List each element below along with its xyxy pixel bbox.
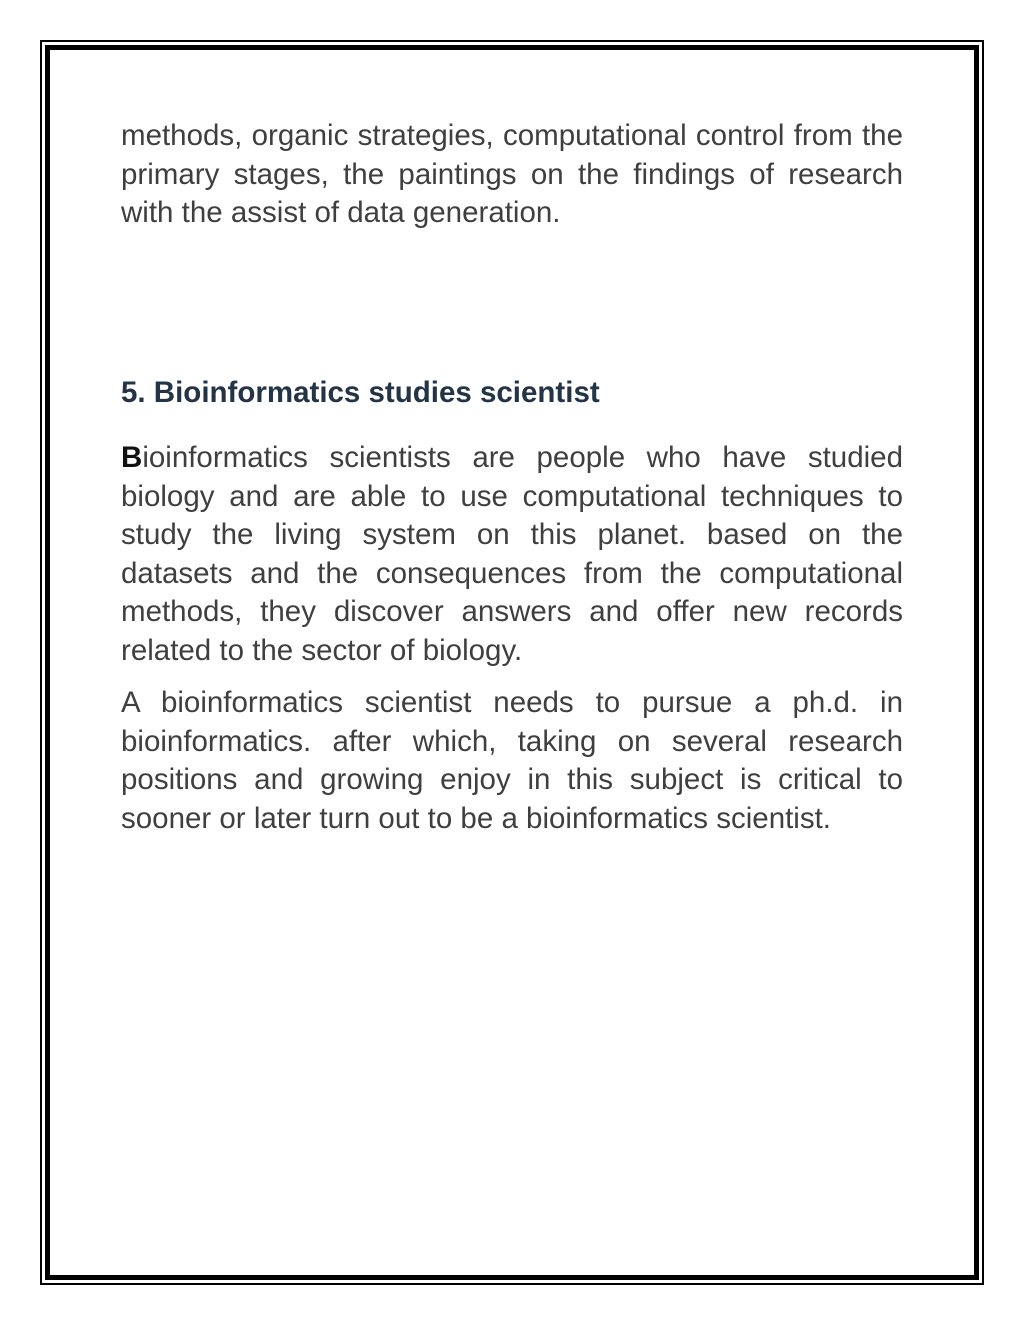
paragraph-phd-requirement: A bioinformatics scientist needs to pursue a ph.d. in bioinformatics. after which, taking on several research positions and growing enjoy in this subject is critical to sooner or later turn out to be a bioinformatics scientist. (121, 686, 903, 835)
paragraph-bioinformatics-scientists (121, 439, 903, 670)
paragraph-initial-letter: B (121, 441, 143, 474)
paragraph-one-text: ioinformatics scientists are people who have studied biology and are able to use computational techniques to study the living system on this planet. based on the datasets and the consequences from the computational methods, they discover answers and offer new records related to the sector of biology. (121, 441, 903, 667)
intro-paragraph: methods, organic strategies, computational control from the primary stages, the paintings on the findings of research with the assist of data generation. (121, 119, 903, 229)
document-content (121, 117, 903, 838)
section-heading: 5. Bioinformatics studies scientist (121, 375, 600, 409)
